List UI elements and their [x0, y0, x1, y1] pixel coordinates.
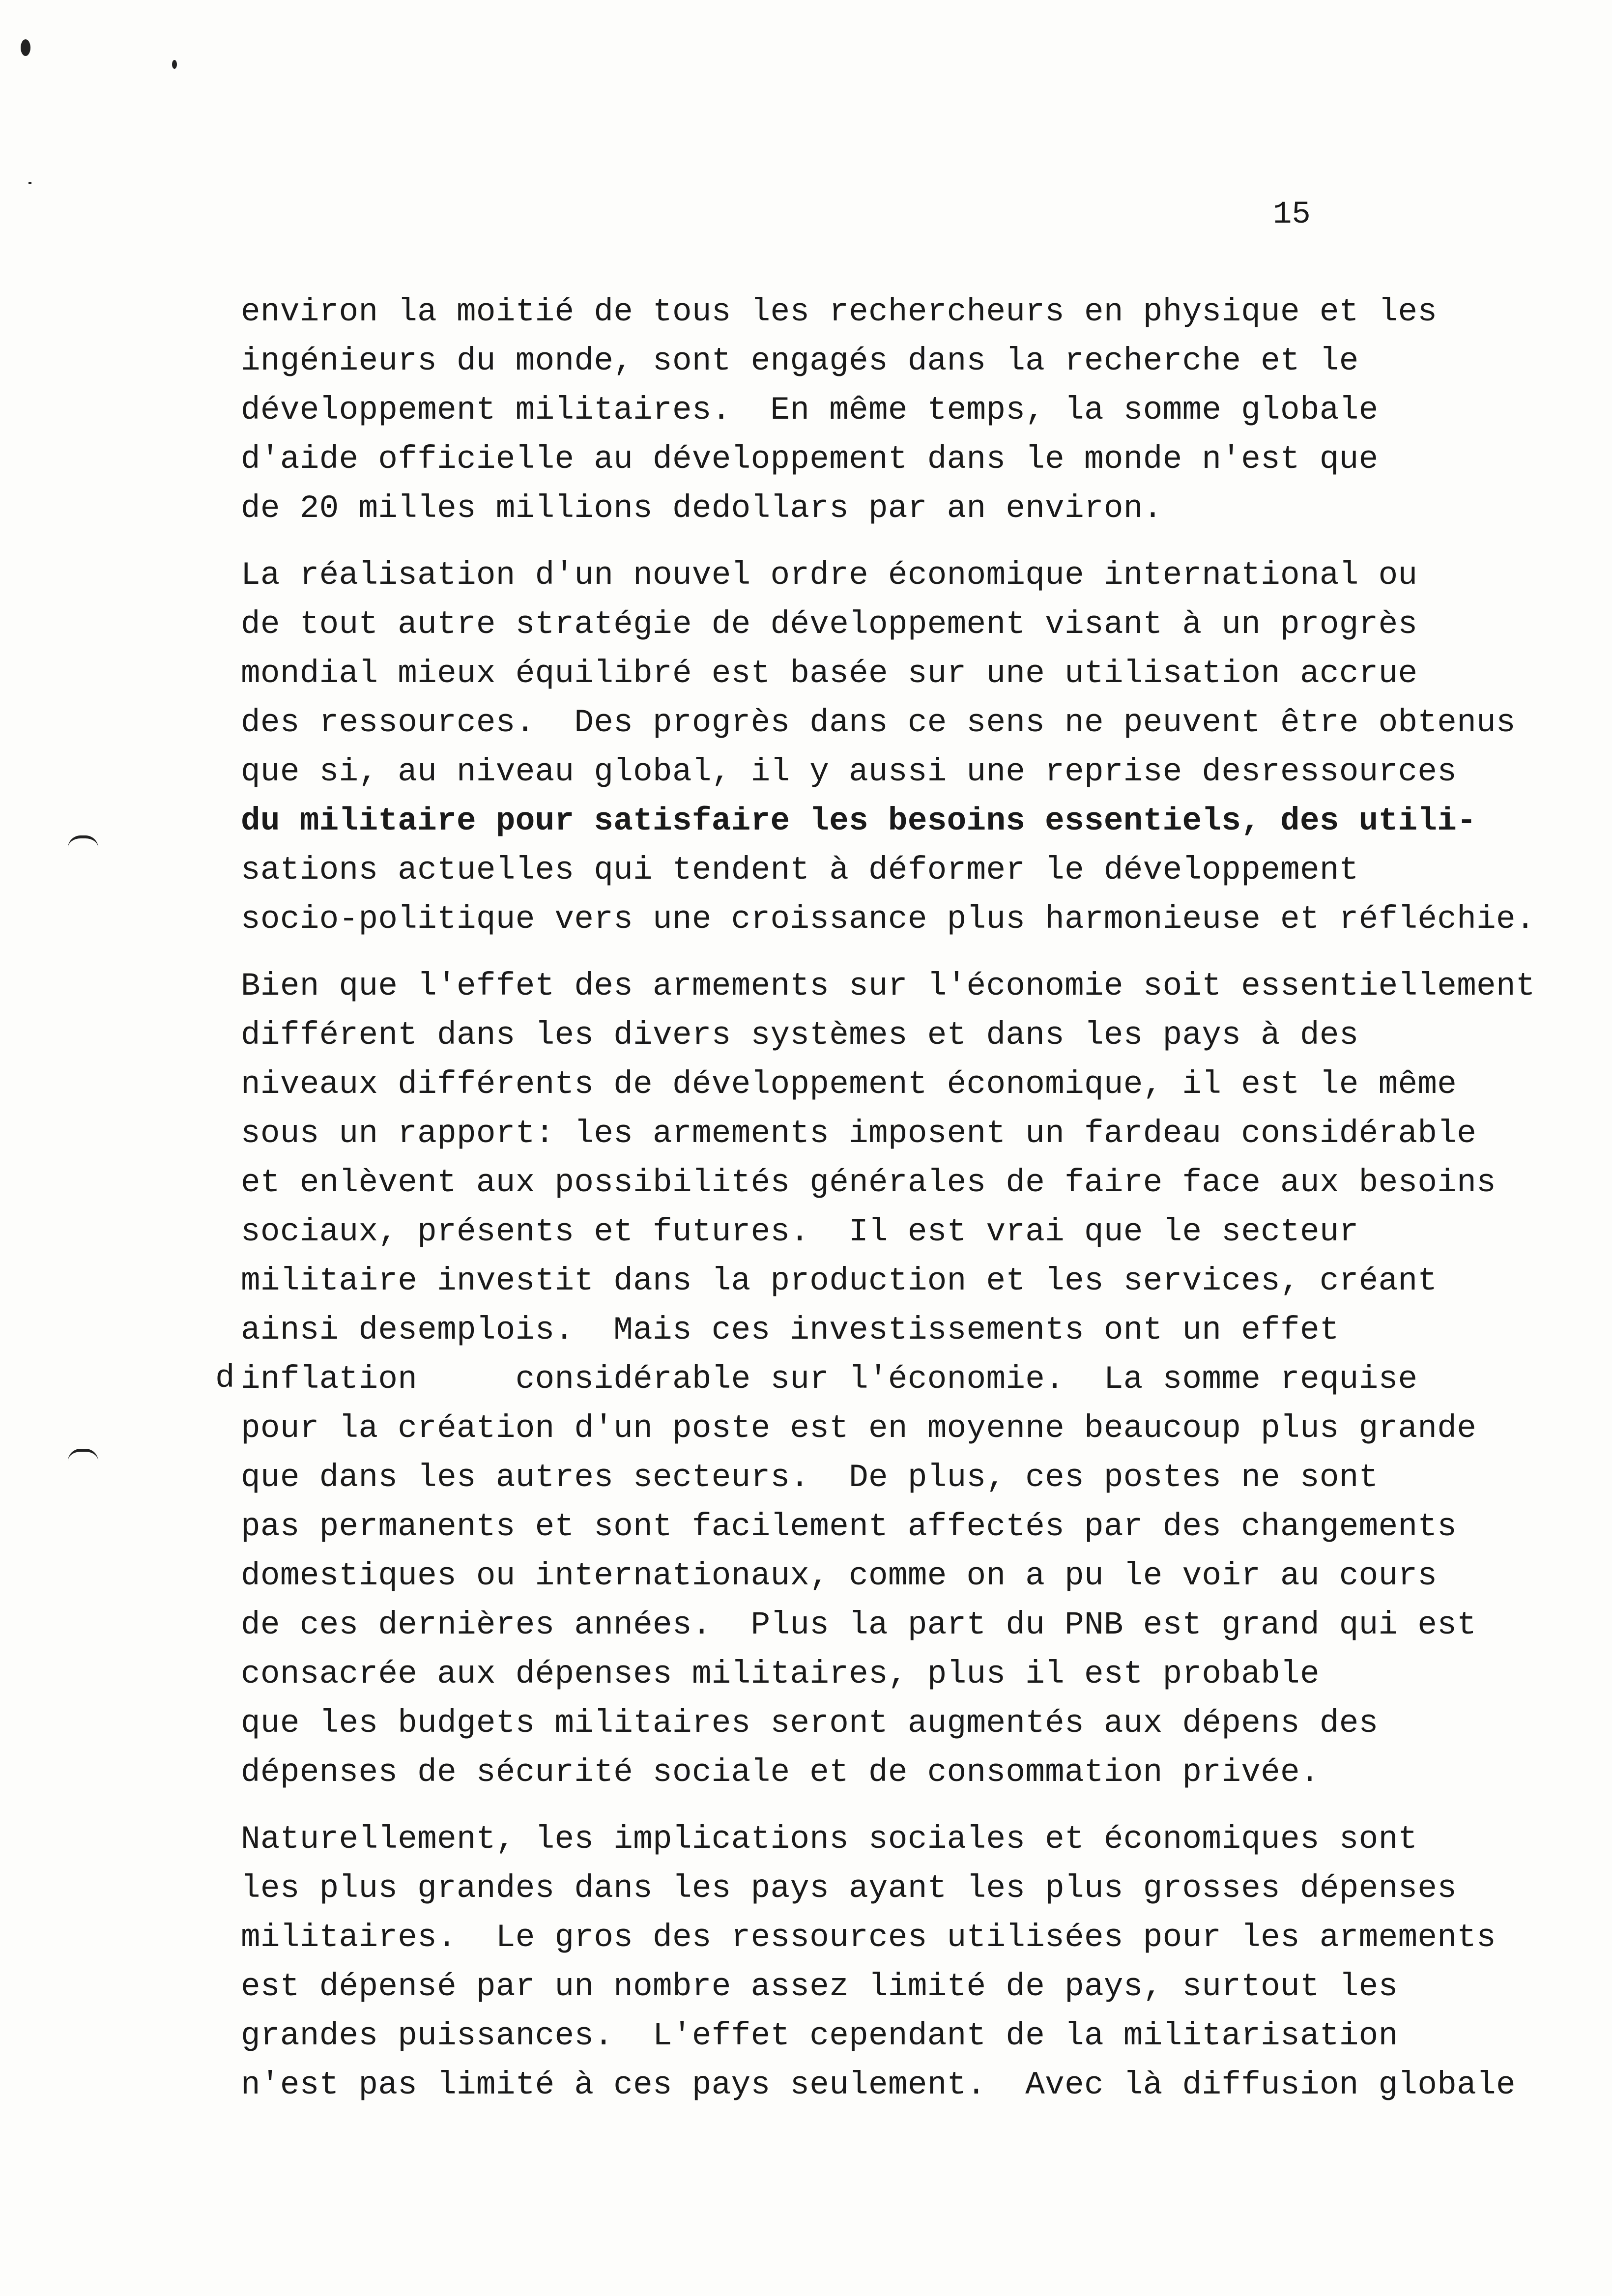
text-line: pour la création d'un poste est en moyenne beaucoup plus grande [241, 1410, 1477, 1447]
text-line: des ressources. Des progrès dans ce sens ne peuvent être obtenus [241, 704, 1516, 741]
text-line: et enlèvent aux possibilités générales de faire face aux besoins [241, 1164, 1497, 1201]
text-line-overtyped: du militaire pour satisfaire les besoins essentiels, des utili- [241, 803, 1477, 839]
text-line: Bien que l'effet des armements sur l'économie soit essentiellement [241, 968, 1535, 1004]
text-line: les plus grandes dans les pays ayant les plus grosses dépenses [241, 1870, 1457, 1907]
text-line: consacrée aux dépenses militaires, plus il est probable [241, 1656, 1320, 1693]
paragraph-2 [241, 551, 1568, 944]
body-text [241, 287, 1568, 2127]
paragraph-3 [241, 962, 1568, 1797]
text-line: grandes puissances. L'effet cependant de la militarisation [241, 2017, 1398, 2054]
text-line: domestiques ou internationaux, comme on a pu le voir au cours [241, 1557, 1438, 1594]
scan-mark [21, 39, 30, 56]
text-line: sociaux, présents et futures. Il est vrai que le secteur [241, 1213, 1359, 1250]
text-line: de ces dernières années. Plus la part du PNB est grand qui est [241, 1607, 1477, 1643]
scan-mark [68, 835, 98, 848]
text-line: ingénieurs du monde, sont engagés dans la recherche et le [241, 343, 1359, 379]
scan-mark [68, 1449, 98, 1462]
text-line: inflation considérable sur l'économie. La somme requise [241, 1361, 1418, 1398]
text-line: niveaux différents de développement économique, il est le même [241, 1066, 1457, 1103]
paragraph-1 [241, 287, 1568, 533]
text-line: est dépensé par un nombre assez limité de pays, surtout les [241, 1968, 1398, 2005]
text-line: d'aide officielle au développement dans le monde n'est que [241, 441, 1379, 478]
text-line: mondial mieux équilibré est basée sur une utilisation accrue [241, 655, 1418, 692]
scan-mark [29, 182, 31, 184]
text-line: différent dans les divers systèmes et dans les pays à des [241, 1017, 1359, 1054]
text-line: militaire investit dans la production et les services, créant [241, 1263, 1438, 1299]
text-line: n'est pas limité à ces pays seulement. Avec là diffusion globale [241, 2066, 1516, 2103]
text-line: que si, au niveau global, il y aussi une reprise desressources [241, 753, 1457, 790]
text-line: pas permanents et sont facilement affectés par des changements [241, 1508, 1457, 1545]
text-line: militaires. Le gros des ressources utilisées pour les armements [241, 1919, 1497, 1956]
text-line: que dans les autres secteurs. De plus, ces postes ne sont [241, 1459, 1379, 1496]
text-line: environ la moitié de tous les rechercheurs en physique et les [241, 293, 1438, 330]
text-line: de tout autre stratégie de développement visant à un progrès [241, 606, 1418, 643]
text-line: socio-politique vers une croissance plus harmonieuse et réfléchie. [241, 901, 1535, 938]
scan-mark [172, 60, 177, 69]
text-line: de 20 milles millions dedollars par an environ. [241, 490, 1163, 527]
text-line: La réalisation d'un nouvel ordre économique international ou [241, 557, 1418, 594]
page-number: 15 [1273, 197, 1311, 232]
text-line: que les budgets militaires seront augmentés aux dépens des [241, 1705, 1379, 1742]
text-line: Naturellement, les implications sociales et économiques sont [241, 1821, 1418, 1858]
margin-note: d [215, 1360, 235, 1397]
text-line: dépenses de sécurité sociale et de consommation privée. [241, 1754, 1320, 1791]
text-line: ainsi desemplois. Mais ces investissements ont un effet [241, 1312, 1339, 1349]
text-line: développement militaires. En même temps, la somme globale [241, 392, 1379, 429]
text-line: sations actuelles qui tendent à déformer le développement [241, 852, 1359, 889]
paragraph-4 [241, 1815, 1568, 2110]
text-line: sous un rapport: les armements imposent un fardeau considérable [241, 1115, 1477, 1152]
